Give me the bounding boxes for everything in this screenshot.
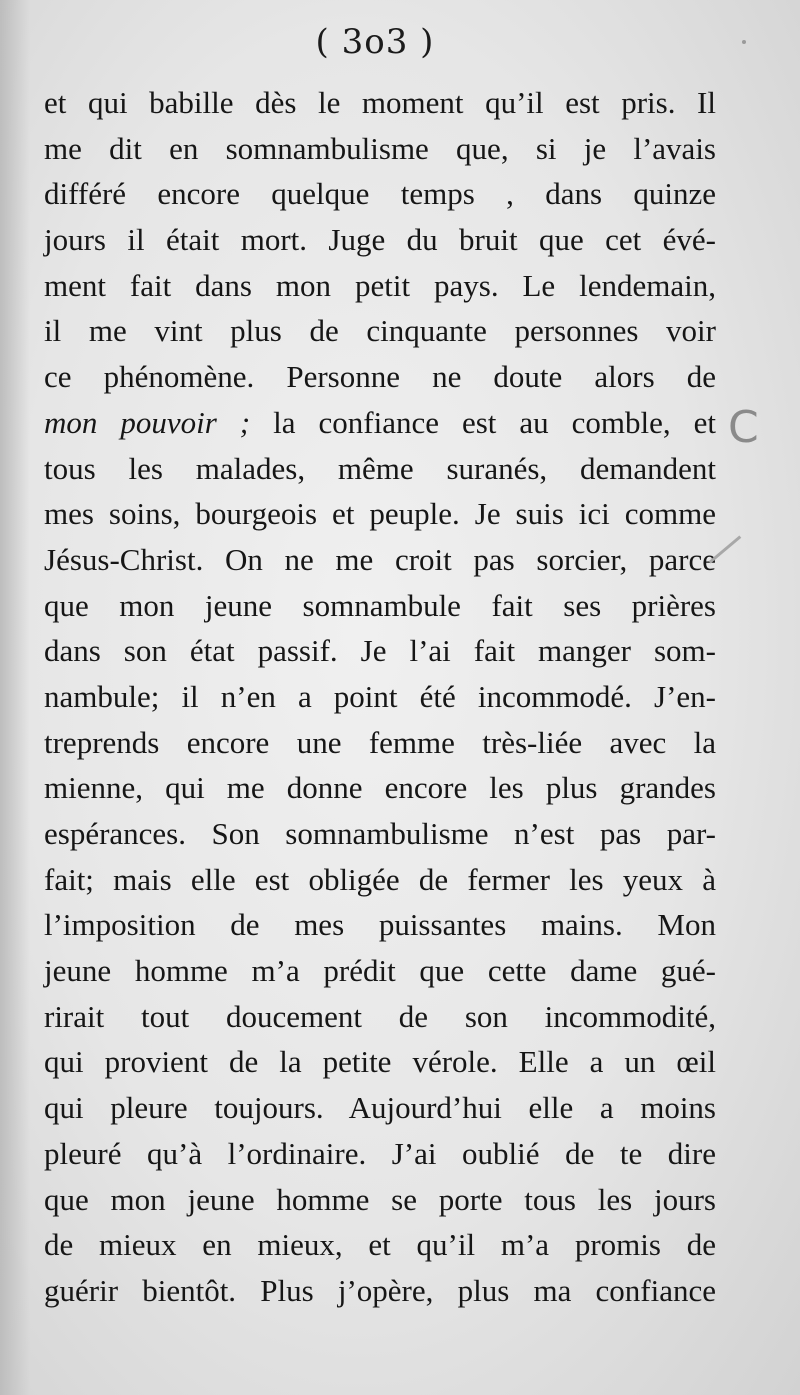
text-line-7: ce phénomène. Personne ne doute alors de — [44, 359, 716, 395]
text-line-21: rirait tout doucement de son incommodité, — [44, 998, 716, 1034]
text-line-2: me dit en somnambulisme que, si je l’avais — [44, 130, 716, 166]
margin-dot-mark — [742, 40, 746, 44]
text-line-19: l’imposition de mes puissantes mains. Mon — [44, 907, 716, 943]
text-line-3: différé encore quelque temps , dans quinze — [44, 176, 716, 212]
text-line-5: ment fait dans mon petit pays. Le lendemain, — [44, 267, 716, 303]
text-line-1: et qui babille dès le moment qu’il est pris. Il — [44, 85, 716, 120]
text-line-25: que mon jeune homme se porte tous les jours — [44, 1181, 716, 1217]
text-line-11: Jésus-Christ. On ne me croit pas sorcier, parce — [44, 541, 716, 577]
margin-pencil-mark: C — [728, 402, 759, 453]
text-line-13: dans son état passif. Je l’ai fait manger som- — [44, 633, 716, 669]
text-line-23: qui pleure toujours. Aujourd’hui elle a moins — [44, 1090, 716, 1126]
text-line-6: il me vint plus de cinquante personnes voir — [44, 313, 716, 349]
body-text — [44, 80, 716, 1314]
text-line-14: nambule; il n’en a point été incommodé. J’en- — [44, 678, 716, 714]
page-number: ( 3o3 ) — [315, 22, 435, 62]
text-line-12: que mon jeune somnambule fait ses prières — [44, 587, 716, 623]
text-line-26: de mieux en mieux, et qu’il m’a promis de — [44, 1227, 716, 1263]
text-line-22: qui provient de la petite vérole. Elle a un œil — [44, 1044, 716, 1080]
page-shadow — [0, 0, 30, 1395]
text-line-9: tous les malades, même suranés, demandent — [44, 450, 716, 486]
text-line-17: espérances. Son somnambulisme n’est pas par- — [44, 816, 716, 851]
text-line-20: jeune homme m’a prédit que cette dame gué- — [44, 953, 716, 989]
italic-phrase: mon pouvoir ; — [44, 404, 251, 440]
text-line-27: guérir bientôt. Plus j’opère, plus ma confiance — [44, 1272, 716, 1308]
text-line-8-rest: la confiance est au comble, et — [273, 404, 716, 440]
text-line-18: fait; mais elle est obligée de fermer les yeux à — [44, 861, 716, 897]
text-line-24: pleuré qu’à l’ordinaire. J’ai oublié de te dire — [44, 1135, 716, 1171]
text-line-8 — [44, 400, 716, 446]
text-line-16: mienne, qui me donne encore les plus grandes — [44, 770, 716, 806]
text-line-10: mes soins, bourgeois et peuple. Je suis ici comme — [44, 496, 716, 532]
text-line-15: treprends encore une femme très-liée avec la — [44, 724, 716, 760]
text-line-4: jours il était mort. Juge du bruit que cet évé- — [44, 222, 716, 258]
